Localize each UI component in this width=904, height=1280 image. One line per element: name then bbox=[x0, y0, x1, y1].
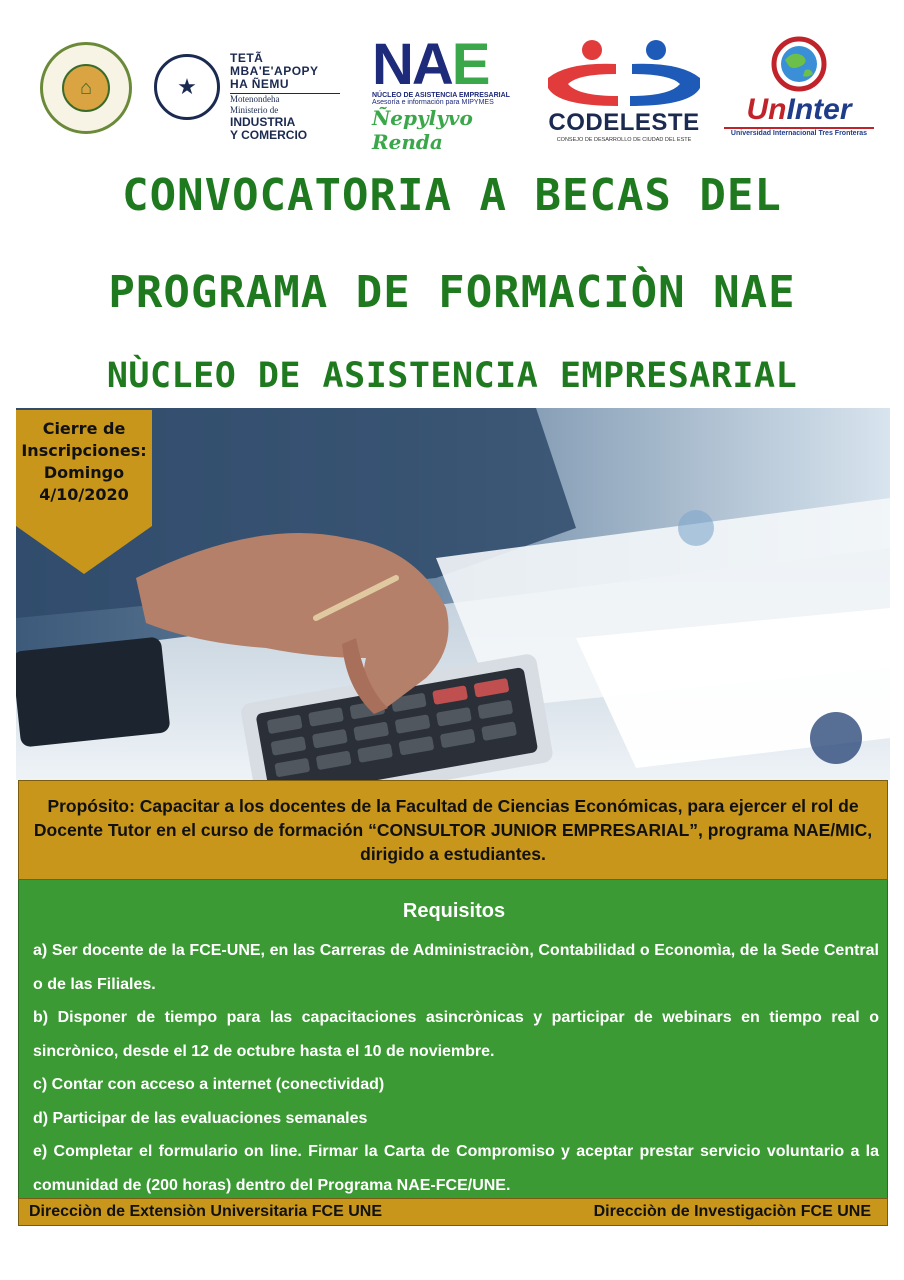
university-seal-icon: ⌂ bbox=[62, 64, 110, 112]
requirement-item: e) Completar el formulario on line. Firmar la Carta de Compromiso y aceptar prestar servicio voluntario a la comunidad de (200 horas) dentro del Programa NAE-FCE/UNE. bbox=[33, 1143, 879, 1194]
footer-left: Direcciòn de Extensiòn Universitaria FCE UNE bbox=[29, 1203, 382, 1220]
uninter-sub: Universidad Internacional Tres Fronteras bbox=[724, 127, 874, 137]
nae-script: Ñepylyvo Renda bbox=[372, 106, 473, 154]
paraguay-republic-seal-icon: ★ bbox=[177, 74, 197, 99]
requirement-item: a) Ser docente de la FCE-UNE, en las Carreras de Administraciòn, Contabilidad o Economìa, de la Sede Central o de las Filiales. bbox=[33, 942, 879, 993]
title-line2: PROGRAMA DE FORMACIÒN NAE bbox=[108, 267, 796, 318]
requirements-list bbox=[33, 934, 879, 1202]
badge-line1: Cierre de bbox=[42, 419, 126, 438]
uninter-brand-un: Un bbox=[746, 93, 787, 126]
uninter-brand-inter: Inter bbox=[786, 93, 852, 126]
requirement-item: c) Contar con acceso a internet (conectividad) bbox=[33, 1076, 385, 1093]
footer-right: Direcciòn de Investigaciòn FCE UNE bbox=[593, 1203, 871, 1220]
ministry-line5: INDUSTRIA bbox=[230, 115, 296, 129]
purpose-text: Propósito: Capacitar a los docentes de la Facultad de Ciencias Económicas, para ejercer el rol de Docente Tutor en el curso de formación “CONSULTOR JUNIOR EMPRESARIAL”, programa NAE/MIC, dirigido a estudiantes. bbox=[33, 796, 873, 864]
logos-row bbox=[0, 30, 904, 154]
nae-brand: NAE bbox=[372, 32, 489, 97]
nae-sub2: Asesoría e información para MIPYMES bbox=[372, 99, 494, 106]
codeleste-logo bbox=[538, 38, 710, 143]
title-line1: CONVOCATORIA A BECAS DEL bbox=[122, 170, 782, 221]
badge-line4: 4/10/2020 bbox=[39, 485, 129, 504]
ministry-line1: TETÃ MBA'E'APOPY bbox=[230, 51, 319, 78]
globe-icon bbox=[769, 36, 829, 92]
ministry-line6: Y COMERCIO bbox=[230, 128, 308, 142]
paraguay-seal-logo bbox=[154, 54, 220, 120]
ministry-logo-text bbox=[230, 52, 350, 142]
une-seal-logo bbox=[40, 42, 132, 134]
nae-logo bbox=[372, 32, 522, 154]
codeleste-sub: CONSEJO DE DESARROLLO DE CIUDAD DEL ESTE bbox=[556, 137, 692, 143]
deadline-badge-text bbox=[16, 418, 152, 506]
requirement-item: b) Disponer de tiempo para las capacitaciones asincrònicas y participar de webinars en tiempo real o sincrònico, desde el 12 de octubre hasta el 10 de noviembre. bbox=[33, 1009, 879, 1060]
codeleste-brand: CODELESTE bbox=[548, 109, 700, 136]
requirements-box bbox=[18, 880, 888, 1198]
uninter-logo bbox=[724, 36, 874, 137]
title-line3: NÙCLEO DE ASISTENCIA EMPRESARIAL bbox=[106, 356, 798, 396]
requirement-item: d) Participar de las evaluaciones semanales bbox=[33, 1109, 368, 1127]
ministry-line4: Ministerio de bbox=[230, 105, 279, 115]
purpose-box bbox=[18, 780, 888, 880]
badge-line2: Inscripciones: bbox=[21, 441, 147, 460]
ministry-line2: HA ÑEMU bbox=[230, 77, 290, 91]
codeleste-people-icon bbox=[538, 38, 710, 108]
ministry-line3: Motenondeha bbox=[230, 94, 280, 104]
footer-bar bbox=[18, 1198, 888, 1226]
uninter-brand bbox=[724, 93, 874, 127]
badge-line3: Domingo bbox=[43, 463, 125, 482]
nae-sub1: NÚCLEO DE ASISTENCIA EMPRESARIAL bbox=[372, 92, 510, 99]
requirements-title: Requisitos bbox=[402, 900, 506, 922]
